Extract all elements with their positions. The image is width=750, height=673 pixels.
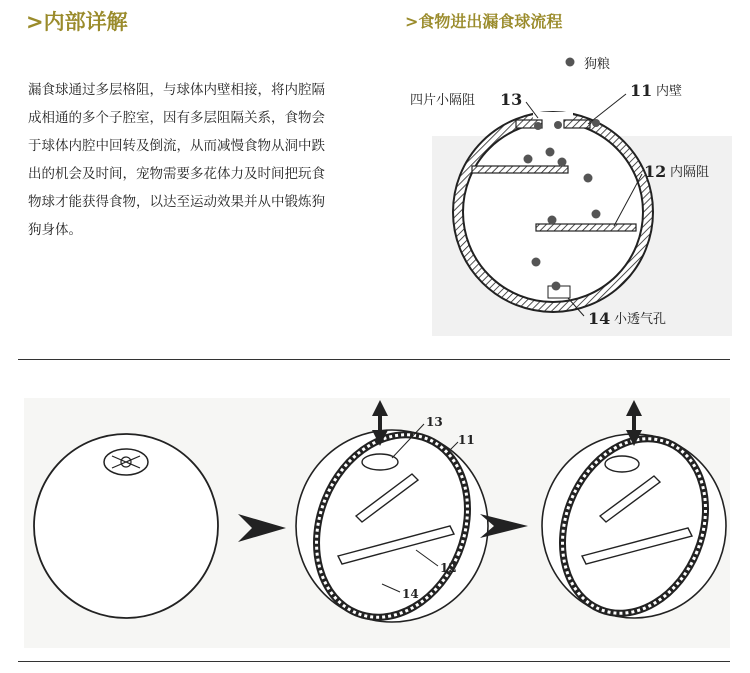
description-line: 成相通的多个子腔室，因有多层阻隔关系，食物会 <box>28 110 325 126</box>
label-inner-text: 内隔阻 <box>670 165 710 180</box>
label-wall-num: 11 <box>630 81 653 100</box>
label-baffle-text: 四片小隔阻 <box>410 93 476 108</box>
assembly-label-13: 13 <box>426 415 443 429</box>
description-text <box>28 76 398 244</box>
inner-baffle-upper <box>472 166 568 173</box>
food-pellet <box>566 58 575 67</box>
ball-assembly-diagram <box>20 366 732 658</box>
ball-wall <box>453 112 653 312</box>
ball-cross-section-diagram <box>408 44 738 344</box>
label-vent-num: 14 <box>588 309 611 328</box>
label-inner-num: 12 <box>644 162 667 181</box>
divider <box>18 359 730 360</box>
assembly-label-12: 12 <box>440 561 457 575</box>
description-line: 狗身体。 <box>28 222 82 238</box>
description-line: 于球体内腔中回转及倒流，从而减慢食物从洞中跌 <box>28 138 325 154</box>
assembly-label-14: 14 <box>402 587 419 601</box>
assembly-label-11: 11 <box>458 433 475 447</box>
label-vent-text: 小透气孔 <box>614 312 667 327</box>
section-heading-internal-detail: >内部详解 <box>26 10 128 34</box>
description-line: 出的机会及时间，宠物需要多花体力及时间把玩食 <box>28 166 325 182</box>
label-wall-text: 内壁 <box>656 84 683 99</box>
description-line: 漏食球通过多层格阻，与球体内壁相接，将内腔隔 <box>28 82 325 98</box>
inner-baffle-lower <box>536 224 636 231</box>
section-heading-food-flow: >食物进出漏食球流程 <box>405 12 563 31</box>
divider <box>18 661 730 662</box>
description-line: 物球才能获得食物，以达至运动效果并从中锻炼狗 <box>28 194 325 210</box>
label-food: 狗粮 <box>584 57 611 72</box>
label-baffle-num: 13 <box>500 90 523 109</box>
closed-ball <box>34 434 218 618</box>
